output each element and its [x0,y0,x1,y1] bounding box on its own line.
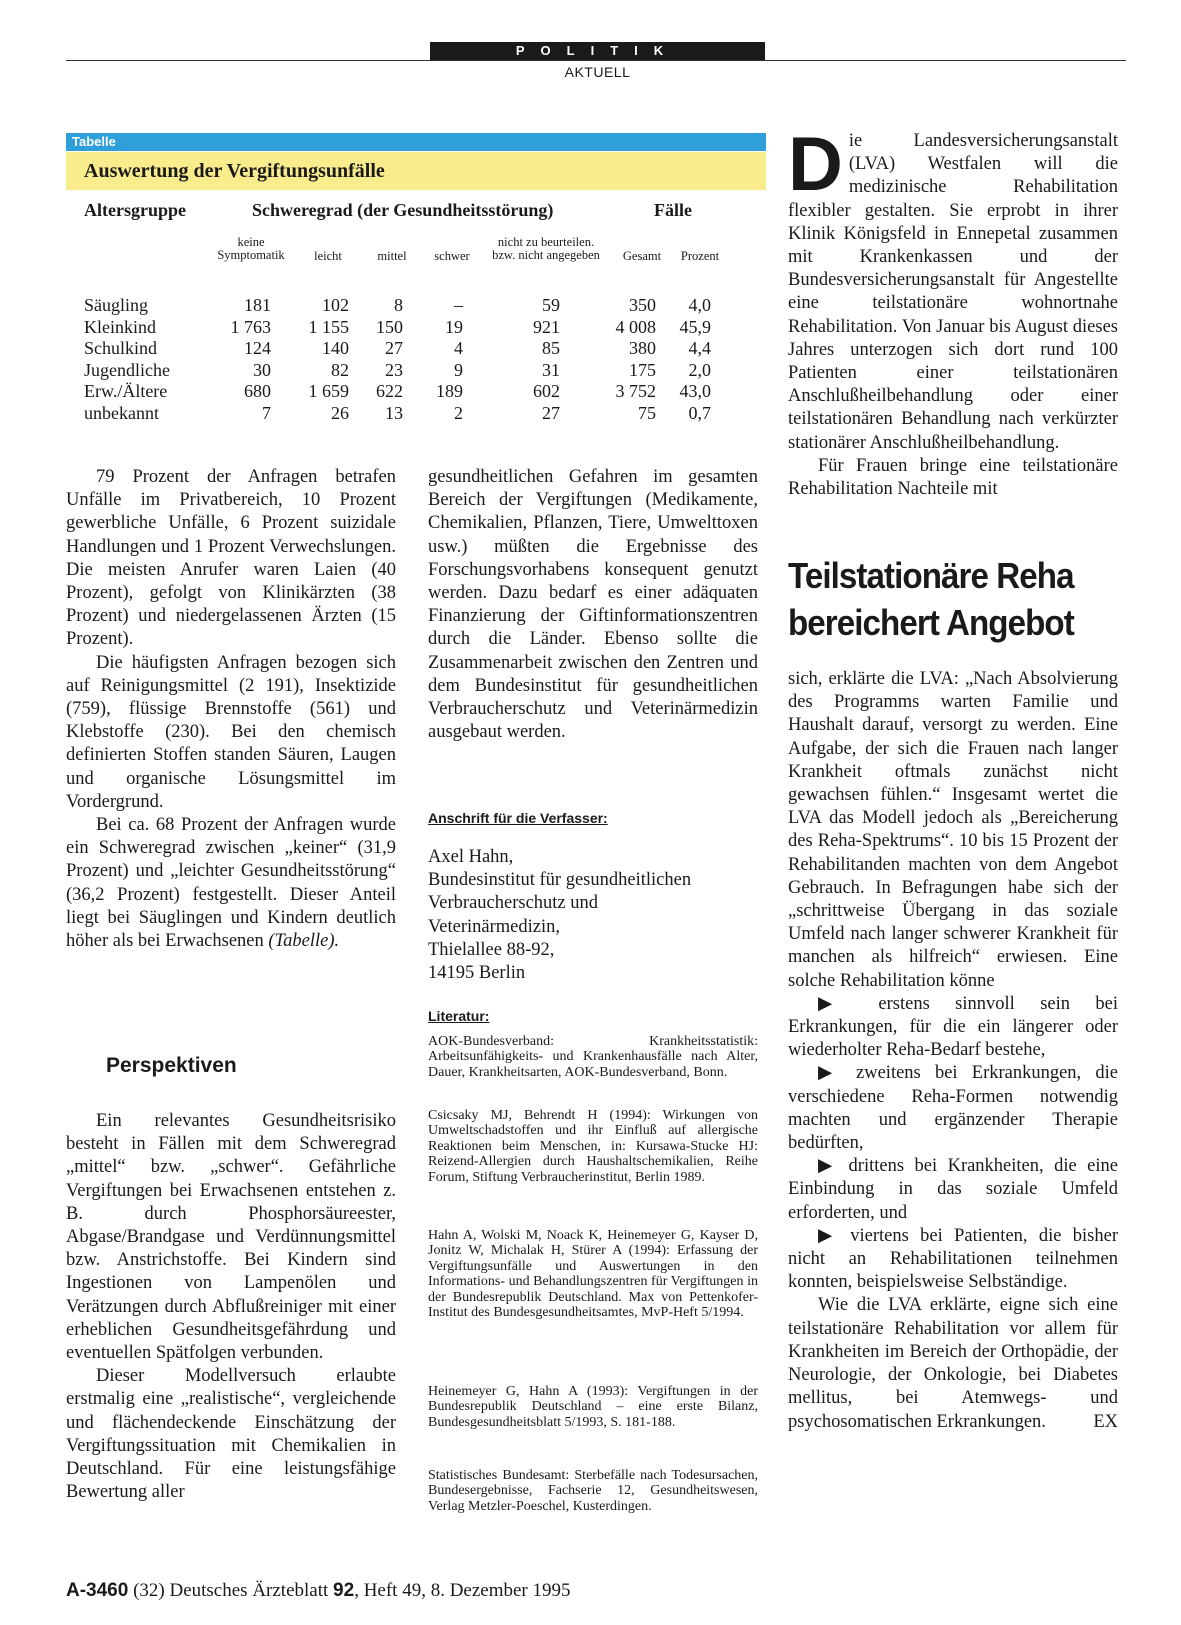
table-cell-severe: 19 [445,316,463,337]
bullet-item: ▶ erstens sinnvoll sein bei Erkrankungen, für die ein längerer oder wiederholter Reha-Bedarf bestehe, [788,993,1118,1061]
table-cell-total: 175 [629,359,656,380]
sub-severe: schwer [434,249,470,263]
table-cell-light: 26 [331,402,349,423]
table-cell-medium: 150 [376,316,403,337]
table-cell-percent: 4,0 [688,295,711,315]
table-cell-severe: 4 [454,338,463,358]
table-cell-medium: 622 [376,381,403,401]
sub-medium: mittel [377,249,407,263]
table-cell-na: 921 [533,316,560,337]
table-row-label: Säugling [84,295,149,315]
page-footer [66,1580,571,1602]
table-cell-na: 27 [542,402,560,423]
bullet-item: ▶ zweitens bei Erkrankungen, die verschiedene Reha-Formen notwendig machten und ergänzender Therapie bedürften, [788,1063,1118,1154]
sub-percent: Prozent [680,249,720,263]
table-cell-medium: 23 [385,359,403,380]
section-title: POLITIK [430,42,765,60]
paragraph: 79 Prozent der Anfragen betrafen Unfälle im Privatbereich, 10 Prozent gewerbliche Unfälle, 6 Prozent suizidale Handlungen und 1 Prozent Verwechslungen. Die meisten Anrufer waren Laien (40 Prozent), gefolgt von Klinikärzten (38 Prozent) und niedergelassenen Ärzten (15 Prozent). [66,467,396,650]
paragraph: gesundheitlichen Gefahren im gesamten Bereich der Vergiftungen (Medikamente, Chemikalien, Pflanzen, Tiere, Umwelttoxen usw.) müßten die Ergebnisse des Forschungsvorhabens konsequent genutzt werden. Dazu bedarf es einer adäquaten Finanzierung der Giftinformationszentren durch die Länder. Ebenso sollte die Zusammenarbeit zwischen den Zentren und dem Bundesinstitut für gesundheitlichen Verbraucherschutz und Veterinärmedizin ausgebaut werden. [428,467,758,743]
table-cell-severe: 9 [454,359,463,380]
table-cell-percent: 4,4 [688,338,711,358]
table-cell-none: 7 [262,402,271,423]
table-head-group: Altersgruppe [84,200,186,220]
address-line: Thielallee 88-92, [428,939,555,960]
table-cell-na: 602 [533,381,560,401]
author-signature: EX [1093,1411,1118,1432]
address-line: Veterinärmedizin, [428,916,561,937]
table-row-label: Jugendliche [84,359,170,380]
table-head-cases: Fälle [654,200,692,220]
column-3-top [788,122,1118,501]
paragraph [788,1294,1118,1433]
page-number: A-3460 [66,1580,129,1601]
paragraph: Die häufigsten Anfragen bezogen sich auf Reinigungsmittel (2 191), Insektizide (759), flüssige Brennstoffe (561) und Klebstoffe (230). Bei den chemisch definierten Stoffen standen Säuren, Laugen und organische Lösungsmittel im Vordergrund. [66,652,396,812]
table-cell-light: 1 155 [308,316,349,337]
table-cell-light: 1 659 [308,381,349,401]
table-row-label: Schulkind [84,338,158,358]
table-cell-percent: 45,9 [679,316,711,337]
sub-none: keine Symptomatik [217,235,285,262]
table-cell-none: 181 [244,295,271,315]
table-cell-total: 4 008 [615,316,656,337]
table-cell-severe: – [454,295,463,315]
literature-entry: Statistisches Bundesamt: Sterbefälle nach Todesursachen, Bundesergebnisse, Fachserie 12, Gesundheitswesen, Verlag Metzler-Poeschel, Kusterdingen. [428,1468,758,1514]
table-cell-none: 1 763 [230,316,271,337]
table-cell-na: 59 [542,295,560,315]
table-cell-medium: 8 [394,295,403,315]
paragraph-text: Bei ca. 68 Prozent der Anfragen wurde ein Schweregrad zwischen „keiner“ (31,9 Prozent) und „leichter Gesundheitsstörung“ (36,2 Prozent) festgestellt. Dieser Anteil liegt bei Säuglingen und Kindern deutlich höher als bei Erwachsenen [66,815,396,952]
table-row-label: Erw./Ältere [84,381,168,401]
table-cell-light: 82 [331,359,349,380]
section-subtitle: AKTUELL [564,64,631,80]
table-cell-medium: 27 [385,338,403,358]
column-1-top [66,466,396,953]
table-cell-none: 680 [244,381,271,401]
table-cell-light: 102 [322,295,349,315]
address-line: 14195 Berlin [428,963,526,984]
sub-na: nicht zu beurteilen. bzw. nicht angegeben [492,235,600,262]
drop-cap: D [788,122,843,207]
poisoning-table [66,198,766,448]
column-1-bottom [66,1110,396,1504]
table-cell-percent: 0,7 [688,402,711,423]
table-cell-total: 3 752 [615,381,656,401]
table-cell-severe: 189 [436,381,463,401]
lead-paragraph [788,122,1118,455]
table-label: Tabelle [66,133,766,151]
table-cell-none: 30 [253,359,271,380]
literature-entry: Hahn A, Wolski M, Noack K, Heinemeyer G, Kayser D, Jonitz W, Michalak H, Stürer A (1994): Erfassung der Vergiftungsunfälle und Auswertungen in den Informations- und Behandlungszentren für Vergiftungen in der Bundesrepublik Deutschland. Max von Pettenkofer-Institut des Bundesgesundheitsamtes, MvP-Heft 5/1994. [428,1228,758,1321]
sub-light: leicht [314,249,342,263]
table-cell-na: 85 [542,338,560,358]
paragraph: Ein relevantes Gesundheitsrisiko besteht in Fällen mit dem Schweregrad „mittel“ bzw. „schwer“. Gefährliche Vergiftungen bei Erwachsenen entstehen z. B. durch Phosphorsäureester, Abgase/Brandgase und Verdünnungsmittel bzw. Anstrichstoffe. Bei Kindern sind Ingestionen von Lampenölen und Verätzungen durch Abflußreiniger mit einer erheblichen Gesundheitsgefährdung und eventuellen Spätfolgen verbunden. [66,1111,396,1364]
paragraph: Für Frauen bringe eine teilstationäre Rehabilitation Nachteile mit [788,455,1118,500]
table-cell-light: 140 [322,338,349,358]
column-3-bottom [788,668,1118,1434]
table-reference: (Tabelle). [268,931,340,952]
address-line: Verbraucherschutz und [428,893,599,914]
literature-entry: Csicsaky MJ, Behrendt H (1994): Wirkungen von Umweltschadstoffen und ihr Einfluß auf allergische Reaktionen beim Menschen, in: Kursawa-Stucke HJ: Reizend-Allergien durch Haushaltschemikalien, Reihe Forum, Stiftung Verbraucherinstitut, Berlin 1989. [428,1108,758,1185]
footer-volume: 92 [333,1580,355,1601]
table-cell-medium: 13 [385,402,403,423]
literature-entry: Heinemeyer G, Hahn A (1993): Vergiftungen in der Bundesrepublik Deutschland – eine erste Bilanz, Bundesgesundheitsblatt 5/1993, S. 181-188. [428,1384,758,1430]
address-line: Axel Hahn, [428,847,514,867]
bullet-item: ▶ viertens bei Patienten, die bisher nicht an Rehabilitationen teilnehmen konnten, beispielsweise Selbständige. [788,1225,1118,1293]
table-cell-severe: 2 [454,402,463,423]
paragraph: sich, erklärte die LVA: „Nach Absolvierung des Programms warten Familie und Haushalt darauf, versorgt zu werden. Eine Aufgabe, der sich die Frauen nach langer Krankheit oftmals zunächst nicht gewachsen fühlen.“ Insgesamt wertet die LVA das Modell jedoch als „Bereicherung des Reha-Spektrums“. 10 bis 15 Prozent der Rehabilitanden machten von dem Angebot Gebrauch. In Befragungen habe sich der „schrittweise Übergang in das soziale Umfeld nach langer schwerer Krankheit für manchen als hilfreich“ erwiesen. Eine solche Rehabilitation könne [788,669,1118,991]
table-title: Auswertung der Vergiftungsunfälle [66,152,766,190]
table-cell-total: 75 [638,402,656,423]
literature-entry: AOK-Bundesverband: Krankheitsstatistik: Arbeitsunfähigkeits- und Krankenhausfälle nach Alter, Dauer, Krankheitsarten, AOK-Bundesverband, Bonn. [428,1034,758,1080]
lead-text: ie Landesversicherungsanstalt (LVA) Westfalen will die medizinische Rehabilitation flexibler gestalten. Sie erprobt in ihrer Klinik Königsfeld in Ennepetal zusammen mit Krankenkassen und der Bundesversicherungsanstalt für Angestellte eine teilstationäre wohnortnahe Rehabilitation. Von Januar bis August dieses Jahres unterzogen sich dort rund 100 Patienten einer teilstationären Anschlußheilbehandlung oder einer teilstationären Behandlung nach verkürzter stationärer Anschlußheilbehandlung. [788,131,1118,453]
table-cell-total: 380 [629,338,656,358]
headline-line-1: Teilstationäre Reha [788,555,1074,596]
table-row-label: Kleinkind [84,316,156,337]
header-rule [66,60,1126,61]
table-cell-percent: 2,0 [688,359,711,380]
article-headline [788,552,1110,646]
table-cell-none: 124 [244,338,271,358]
literature-heading: Literatur: [428,1008,490,1024]
address-line: Bundesinstitut für gesundheitlichen [428,870,692,891]
bullet-item: ▶ drittens bei Krankheiten, die eine Einbindung in das soziale Umfeld erforderten, und [788,1156,1118,1223]
table-cell-total: 350 [629,295,656,315]
footer-issue: , Heft 49, 8. Dezember 1995 [354,1580,571,1601]
table-row-label: unbekannt [84,402,159,423]
author-address [428,846,691,985]
table-head-severity: Schweregrad (der Gesundheitsstörung) [252,200,554,220]
paragraph [66,814,396,953]
address-heading: Anschrift für die Verfasser: [428,810,608,826]
paragraph: Dieser Modellversuch erlaubte erstmalig eine „realistische“, vergleichende und flächendeckende Einschätzung der Vergiftungssituation mit Chemikalien in Deutschland. Für eine leistungsfähige Bewertung aller [66,1366,396,1503]
column-2-text [428,466,758,744]
table-cell-na: 31 [542,359,560,380]
sub-total: Gesamt [622,249,662,263]
footer-journal: (32) Deutsches Ärzteblatt [133,1580,329,1601]
headline-line-2: bereichert Angebot [788,602,1074,643]
subheading-perspektiven: Perspektiven [106,1054,237,1077]
paragraph-text: Wie die LVA erklärte, eigne sich eine teilstationäre Rehabilitation vor allem für Krankheiten im Bereich der Orthopädie, der Neurologie, der Onkologie, bei Diabetes mellitus, bei Atemwegs- und psychosomatischen Erkrankungen. [788,1295,1118,1432]
table-cell-percent: 43,0 [679,381,711,401]
